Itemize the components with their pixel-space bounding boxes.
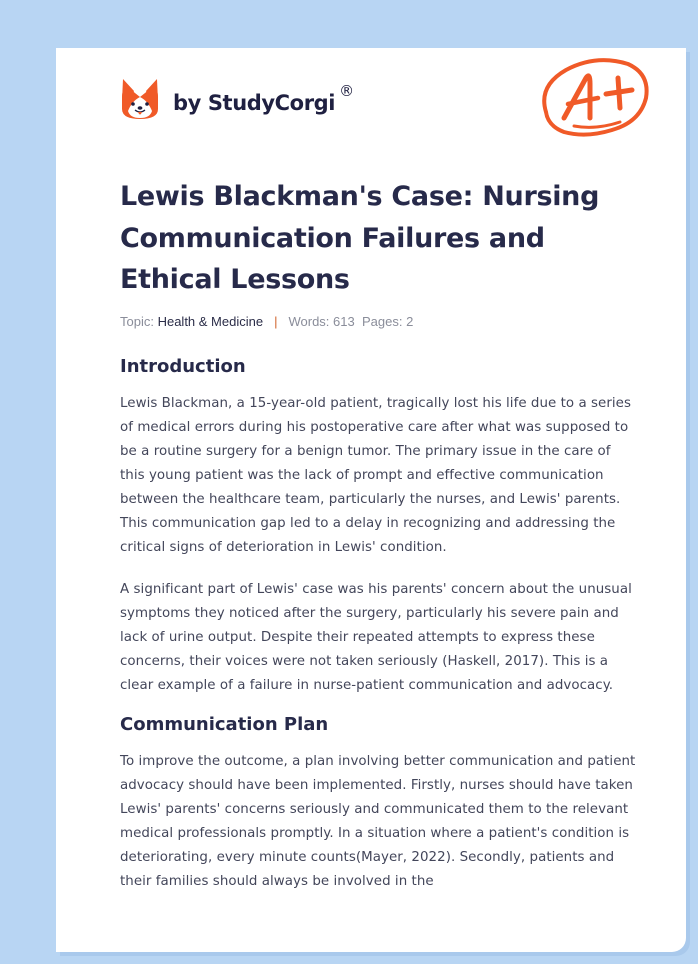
registered-mark: ® bbox=[339, 82, 355, 100]
topic-link[interactable]: Health & Medicine bbox=[157, 313, 264, 329]
paragraph: A significant part of Lewis' case was his parents' concern about the unusual symptoms they noticed after the surgery, particularly his severe pain and lack of urine output. Despite their repeated attempts to express these concerns, their voices were not taken seriously (Haskell, 2017). This is a clear example of a failure in nurse-patient communication and advocacy. bbox=[120, 581, 632, 693]
page-title: Lewis Blackman's Case: Nursing Communication Failures and Ethical Lessons bbox=[120, 181, 600, 295]
topic-label: Topic: bbox=[120, 313, 158, 329]
brand-name: by StudyCorgi bbox=[173, 91, 336, 115]
meta-separator: | bbox=[274, 313, 278, 329]
pages-label: Pages: bbox=[361, 313, 407, 329]
brand-header[interactable] bbox=[120, 74, 354, 124]
a-plus-grade-icon bbox=[536, 56, 652, 140]
document-card bbox=[56, 48, 686, 952]
paragraph: Lewis Blackman, a 15-year-old patient, tragically lost his life due to a series of medical errors during his postoperative care after what was supposed to be a routine surgery for a benign tumor. The primary issue in the care of this young patient was the lack of prompt and effective communication between the healthcare team, particularly the nurses, and Lewis' parents. This communication gap led to a delay in recognizing and addressing the critical signs of deterioration in Lewis' condition. bbox=[120, 395, 631, 555]
article bbox=[120, 176, 636, 894]
paragraph: To improve the outcome, a plan involving better communication and patient advocacy should have been implemented. Firstly, nurses should have taken Lewis' parents' concerns seriously and communicated them to the relevant medical professionals promptly. In a situation where a patient's condition is deteriorating, every minute counts(Mayer, 2022). Secondly, patients and their families should always be involved in the bbox=[120, 753, 636, 889]
corgi-logo-icon bbox=[120, 77, 160, 121]
section-heading-introduction: Introduction bbox=[120, 355, 246, 377]
pages-count: 2 bbox=[406, 313, 414, 329]
words-count: 613 bbox=[333, 313, 355, 329]
words-label: Words: bbox=[288, 313, 334, 329]
article-meta bbox=[120, 314, 636, 329]
section-heading-communication-plan: Communication Plan bbox=[120, 713, 329, 735]
